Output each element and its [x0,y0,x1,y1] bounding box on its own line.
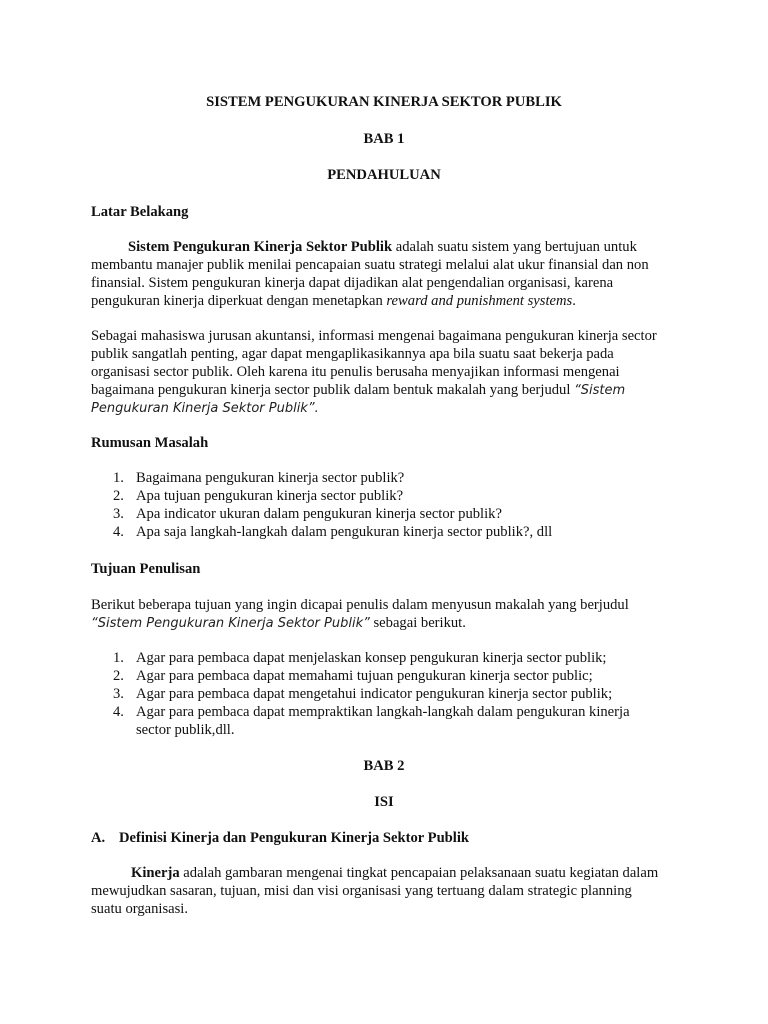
latar-p1-line-1: Sistem Pengukuran Kinerja Sektor Publik adalah suatu sistem yang bertujuan untuk [128,239,637,255]
reward-punishment-italic: reward and punishment systems [386,293,573,309]
list-item: 4. Agar para pembaca dapat mempraktikan langkah-langkah dalam pengukuran kinerja sector publik,dll. [113,704,630,738]
title-quote-start: “Sistem [574,383,626,398]
latar-paragraph-2 [91,327,681,418]
latar-p2-line-3: organisasi sector publik. Oleh karena itu penulis berusaha menyajikan informasi mengenai [91,364,620,380]
bab1-title: PENDAHULUAN [327,167,441,183]
term-sistem-pengukuran: Sistem Pengukuran Kinerja Sektor Publik [128,239,393,255]
tujuan-penulisan-heading: Tujuan Penulisan [91,561,201,577]
tujuan-intro-line-2: “Sistem Pengukuran Kinerja Sektor Publik” sebagai berikut. [91,615,466,631]
section-a-heading [91,829,469,847]
bab1-label: BAB 1 [363,131,405,147]
latar-p2-line-4: bagaimana pengukuran kinerja sector publik dalam bentuk makalah yang berjudul “Sistem [91,382,626,398]
list-item: 3. Agar para pembaca dapat mengetahui indicator pengukuran kinerja sector publik; [113,686,613,702]
list-item: 2. Agar para pembaca dapat memahami tujuan pengukuran kinerja sector public; [113,668,593,684]
latar-p1-line-3: finansial. Sistem pengukuran kinerja dapat dijadikan alat pengendalian organisasi, karena [91,275,614,291]
section-a-title: Definisi Kinerja dan Pengukuran Kinerja Sektor Publik [119,830,470,846]
section-a-letter: A. [91,830,106,846]
document-title: SISTEM PENGUKURAN KINERJA SEKTOR PUBLIK [206,94,562,110]
list-item: 4. Apa saja langkah-langkah dalam pengukuran kinerja sector publik?, dll [113,524,553,540]
rumusan-masalah-heading: Rumusan Masalah [91,435,209,451]
tujuan-list [91,649,681,739]
rumusan-list [91,469,681,541]
list-item: 3. Apa indicator ukuran dalam pengukuran kinerja sector publik? [113,506,502,522]
tujuan-intro [91,596,681,633]
title-quote: “Sistem Pengukuran Kinerja Sektor Publik” [91,616,370,631]
latar-belakang-heading: Latar Belakang [91,204,189,220]
kinerja-line-3: suatu organisasi. [91,901,189,917]
term-kinerja: Kinerja [131,865,180,881]
kinerja-line-1: Kinerja adalah gambaran mengenai tingkat pencapaian pelaksanaan suatu kegiatan dalam [131,865,659,881]
list-item: 2. Apa tujuan pengukuran kinerja sector publik? [113,488,404,504]
latar-p2-line-1: Sebagai mahasiswa jurusan akuntansi, informasi mengenai bagaimana pengukuran kinerja sector [91,328,657,344]
latar-p1-line-4: pengukuran kinerja diperkuat dengan menetapkan reward and punishment systems. [91,293,576,309]
list-item: 1. Bagaimana pengukuran kinerja sector publik? [113,470,405,486]
latar-paragraph-1 [91,238,681,310]
bab2-label: BAB 2 [363,758,405,774]
kinerja-line-2: mewujudkan sasaran, tujuan, misi dan visi organisasi yang tertuang dalam strategic planning [91,883,632,899]
latar-p2-line-5: Pengukuran Kinerja Sektor Publik”. [91,401,319,416]
list-item: 1. Agar para pembaca dapat menjelaskan konsep pengukuran kinerja sector publik; [113,650,607,666]
tujuan-intro-line-1: Berikut beberapa tujuan yang ingin dicapai penulis dalam menyusun makalah yang berjudul [91,597,629,613]
bab2-title: ISI [374,794,394,810]
latar-p1-line-2: membantu manajer publik menilai pencapaian suatu strategi melalui alat ukur finansial dan non [91,257,649,273]
latar-p2-line-2: publik sangatlah penting, agar dapat mengaplikasikannya apa bila suatu saat bekerja pada [91,346,614,362]
kinerja-paragraph [91,864,681,918]
